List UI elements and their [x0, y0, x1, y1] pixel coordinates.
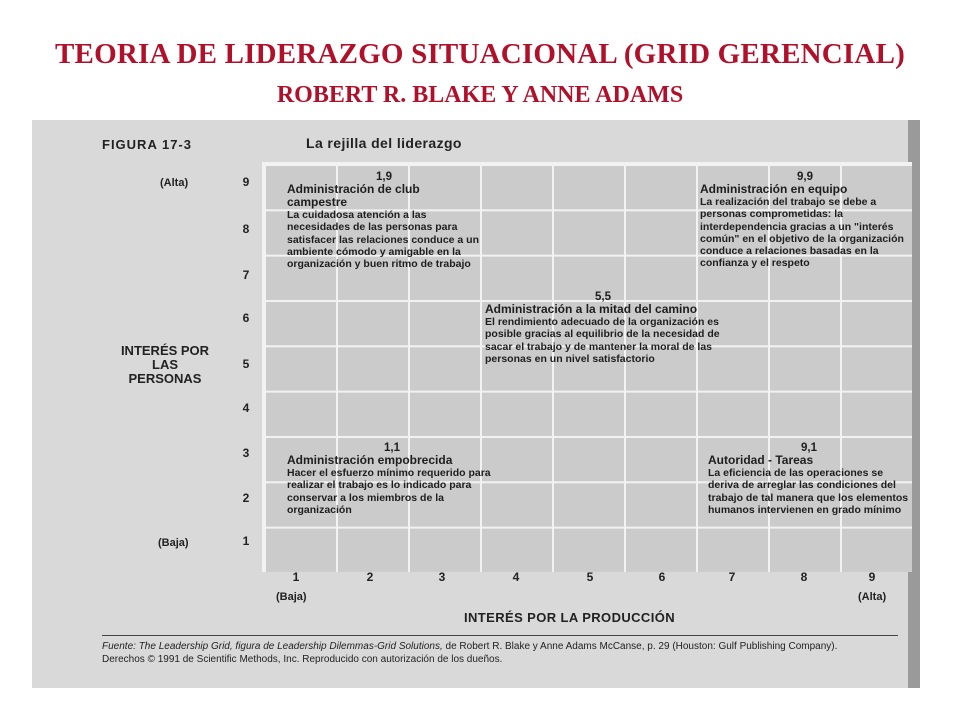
x-high-label: (Alta) [858, 591, 887, 603]
style-description: Hacer el esfuerzo mínimo requerido para realizar el trabajo es lo indicado para conservar a los miembros de la organización [287, 467, 491, 516]
y-tick-3: 3 [242, 446, 250, 460]
style-9-9 [700, 171, 910, 269]
x-tick-2: 2 [366, 570, 374, 584]
y-tick-9: 9 [242, 175, 250, 189]
source-prefix: Fuente: [102, 641, 136, 652]
x-tick-8: 8 [800, 570, 808, 584]
y-axis-title: INTERÉS POR LAS PERSONAS [120, 343, 210, 386]
x-tick-7: 7 [728, 570, 736, 584]
style-heading: Administración a la mitad del camino [485, 302, 698, 317]
style-description: La cuidadosa atención a las necesidades de las personas para satisfacer las relaciones conduce a un ambiente cómodo y amigable en la organización y buen ritmo de trabajo [287, 209, 480, 271]
page-subtitle: ROBERT R. BLAKE Y ANNE ADAMS [276, 82, 684, 108]
y-tick-4: 4 [242, 401, 250, 415]
style-code: 9,1 [801, 442, 817, 454]
style-heading: Administración empobrecida [287, 453, 453, 468]
source-note [102, 640, 902, 666]
source-line-2: Derechos © 1991 de Scientific Methods, Inc. Reproducido con autorización de los dueños. [102, 654, 503, 665]
y-tick-2: 2 [242, 491, 250, 505]
x-tick-9: 9 [868, 570, 876, 584]
style-code: 1,1 [384, 442, 400, 454]
style-9-1 [708, 442, 910, 516]
y-tick-5: 5 [242, 357, 250, 371]
source-work: The Leadership Grid, figura de Leadership Dilemmas-Grid Solutions, [138, 641, 443, 652]
style-heading: Administración de club campestre [287, 182, 420, 210]
x-tick-4: 4 [512, 570, 520, 584]
scanned-figure [32, 120, 920, 688]
style-description: La realización del trabajo se debe a personas comprometidas: la interdependencia gracias a un "interés común" en el objetivo de la organización conduce a relaciones basadas en la confianza y el respeto [700, 196, 904, 270]
style-heading: Autoridad - Tareas [708, 453, 814, 468]
style-5-5 [485, 291, 721, 365]
style-description: El rendimiento adecuado de la organización es posible gracias al equilibrio de la necesidad de sacar el trabajo y de mantener la moral de las personas en un nivel satisfactorio [485, 316, 720, 365]
y-tick-6: 6 [242, 311, 250, 325]
x-tick-6: 6 [658, 570, 666, 584]
style-code: 1,9 [376, 171, 392, 183]
style-heading: Administración en equipo [700, 182, 848, 197]
x-tick-3: 3 [438, 570, 446, 584]
x-tick-5: 5 [586, 570, 594, 584]
source-rest: de Robert R. Blake y Anne Adams McCanse, p. 29 (Houston: Gulf Publishing Company). [445, 641, 838, 652]
figure-name: La rejilla del liderazgo [306, 135, 462, 151]
figure-label: FIGURA 17-3 [102, 137, 192, 152]
style-code: 5,5 [595, 291, 611, 303]
y-tick-7: 7 [242, 268, 250, 282]
y-high-label: (Alta) [160, 177, 189, 189]
y-tick-1: 1 [242, 534, 250, 548]
x-axis-title: INTERÉS POR LA PRODUCCIÓN [464, 610, 676, 625]
x-tick-1: 1 [292, 570, 300, 584]
y-tick-8: 8 [242, 222, 250, 236]
source-line-1 [102, 640, 902, 653]
page-title: TEORIA DE LIDERAZGO SITUACIONAL (GRID GERENCIAL) [55, 38, 905, 70]
style-1-9 [287, 171, 481, 270]
style-1-1 [287, 442, 497, 516]
style-code: 9,9 [797, 171, 813, 183]
style-description: La eficiencia de las operaciones se deriva de arreglar las condiciones del trabajo de tal manera que los elementos humanos intervienen en grado mínimo [708, 467, 909, 516]
source-divider [102, 635, 898, 636]
y-low-label: (Baja) [158, 537, 189, 549]
x-low-label: (Baja) [276, 591, 307, 603]
